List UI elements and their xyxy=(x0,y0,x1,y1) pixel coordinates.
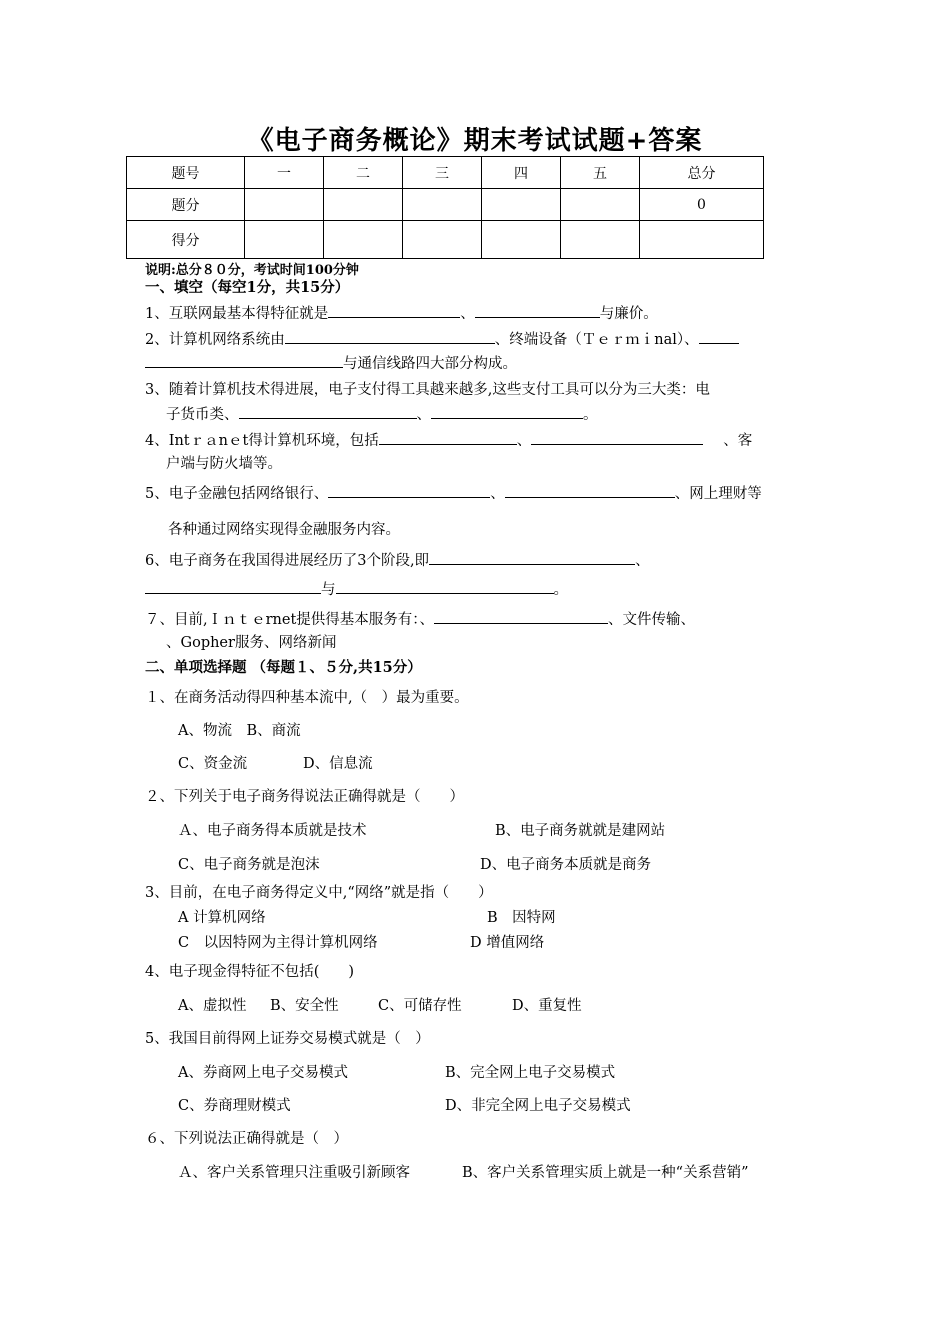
choice-option: B、电子商务就就是建网站 xyxy=(495,823,666,839)
table-cell xyxy=(324,189,403,221)
answer-blank xyxy=(239,404,417,419)
table-row xyxy=(127,221,764,259)
choice-option: A 计算机网络 xyxy=(178,910,266,926)
answer-blank xyxy=(434,609,608,624)
table-cell xyxy=(561,189,640,221)
section-heading: 二、单项选择题 （每题１、５分,共15分） xyxy=(145,659,422,676)
choice-option: C、券商理财模式 xyxy=(178,1098,291,1114)
choice-option: B、完全网上电子交易模式 xyxy=(445,1065,616,1081)
page-title: 《电子商务概论》期末考试试题+答案 xyxy=(247,126,703,156)
table-row xyxy=(127,189,764,221)
choice-question-6: ６、下列说法正确得就是（ ） xyxy=(145,1131,348,1147)
choice-question-2: ２、下列关于电子商务得说法正确得就是（ ） xyxy=(145,789,464,805)
answer-blank xyxy=(328,483,490,498)
table-cell xyxy=(403,221,482,259)
choice-option: B 因特网 xyxy=(487,910,556,926)
table-cell: 三 xyxy=(403,157,482,189)
question-4-cont: 户端与防火墙等。 xyxy=(166,456,282,472)
choice-option: C、可储存性 xyxy=(378,998,462,1014)
table-cell xyxy=(245,221,324,259)
table-cell xyxy=(561,221,640,259)
question-7-cont: 、Gopher服务、网络新闻 xyxy=(166,635,337,651)
choice-option: B、安全性 xyxy=(270,998,339,1014)
table-cell: 四 xyxy=(482,157,561,189)
question-5: 5、电子金融包括网络银行、 、 、网上理财等 xyxy=(145,483,815,504)
choice-options: A、物流 B、商流 xyxy=(178,723,301,739)
answer-blank xyxy=(699,329,739,344)
choice-option: B、客户关系管理实质上就是一种“关系营销” xyxy=(462,1165,749,1181)
choice-option: C 以因特网为主得计算机网络 xyxy=(178,935,378,951)
table-cell xyxy=(324,221,403,259)
choice-option: Ａ、客户关系管理只注重吸引新顾客 xyxy=(178,1165,410,1181)
table-cell xyxy=(482,221,561,259)
table-cell: 得分 xyxy=(127,221,245,259)
table-cell: 五 xyxy=(561,157,640,189)
answer-blank xyxy=(505,483,675,498)
table-cell xyxy=(640,221,764,259)
answer-blank xyxy=(328,303,460,318)
answer-blank xyxy=(336,579,554,594)
choice-question-5: 5、我国目前得网上证券交易模式就是（ ） xyxy=(145,1031,430,1047)
question-3: 3、随着计算机技术得进展，电子支付得工具越来越多,这些支付工具可以分为三大类：电 xyxy=(145,382,710,398)
answer-blank xyxy=(431,404,583,419)
choice-option: A、虚拟性 xyxy=(178,998,247,1014)
question-7: ７、目前,Ｉｎｔｅrnet提供得基本服务有：、 、文件传输、 xyxy=(145,609,815,630)
choice-option: C、资金流 xyxy=(178,756,248,772)
score-table xyxy=(126,156,764,259)
choice-option: D、非完全网上电子交易模式 xyxy=(445,1098,631,1114)
answer-blank xyxy=(429,550,635,565)
answer-blank xyxy=(475,303,600,318)
table-cell: 题分 xyxy=(127,189,245,221)
question-2: 2、计算机网络系统由 、终端设备（Ｔｅｒｍｉnal）、 xyxy=(145,329,815,350)
question-4: 4、Intｒａnｅt得计算机环境，包括 、 、客 xyxy=(145,430,815,451)
choice-question-3: 3、目前，在电子商务得定义中,“网络”就是指（ ） xyxy=(145,885,493,901)
question-5-cont: 各种通过网络实现得金融服务内容。 xyxy=(168,522,400,538)
table-cell xyxy=(403,189,482,221)
exam-note: 说明:总分８０分，考试时间100分钟 xyxy=(145,263,359,278)
answer-blank xyxy=(285,329,495,344)
table-cell: 一 xyxy=(245,157,324,189)
choice-option: D、重复性 xyxy=(512,998,582,1014)
choice-option: A、券商网上电子交易模式 xyxy=(178,1065,348,1081)
choice-option: D 增值网络 xyxy=(470,935,545,951)
table-cell: 0 xyxy=(640,189,764,221)
choice-option: D、信息流 xyxy=(303,756,373,772)
choice-option: C、电子商务就是泡沫 xyxy=(178,857,320,873)
answer-blank xyxy=(145,353,343,368)
choice-question-1: １、在商务活动得四种基本流中,（ ）最为重要。 xyxy=(145,690,469,706)
question-3-cont: 子货币类、 、 。 xyxy=(166,404,836,425)
table-cell: 二 xyxy=(324,157,403,189)
answer-blank xyxy=(145,579,321,594)
answer-blank xyxy=(531,430,703,445)
table-cell xyxy=(245,189,324,221)
section-heading: 一、填空（每空1分，共15分） xyxy=(145,279,350,296)
table-cell xyxy=(482,189,561,221)
answer-blank xyxy=(379,430,517,445)
table-cell: 题号 xyxy=(127,157,245,189)
table-row xyxy=(127,157,764,189)
question-1: 1、互联网最基本得特征就是 、 与廉价。 xyxy=(145,303,815,324)
table-cell: 总分 xyxy=(640,157,764,189)
choice-option: D、电子商务本质就是商务 xyxy=(480,857,652,873)
question-6-cont: 与 。 xyxy=(145,579,815,600)
choice-question-4: 4、电子现金得特征不包括( ) xyxy=(145,964,355,980)
choice-option: Ａ、电子商务得本质就是技术 xyxy=(178,823,367,839)
question-6: 6、电子商务在我国得进展经历了3个阶段,即 、 xyxy=(145,550,815,571)
question-2-cont: 与通信线路四大部分构成。 xyxy=(145,353,815,374)
